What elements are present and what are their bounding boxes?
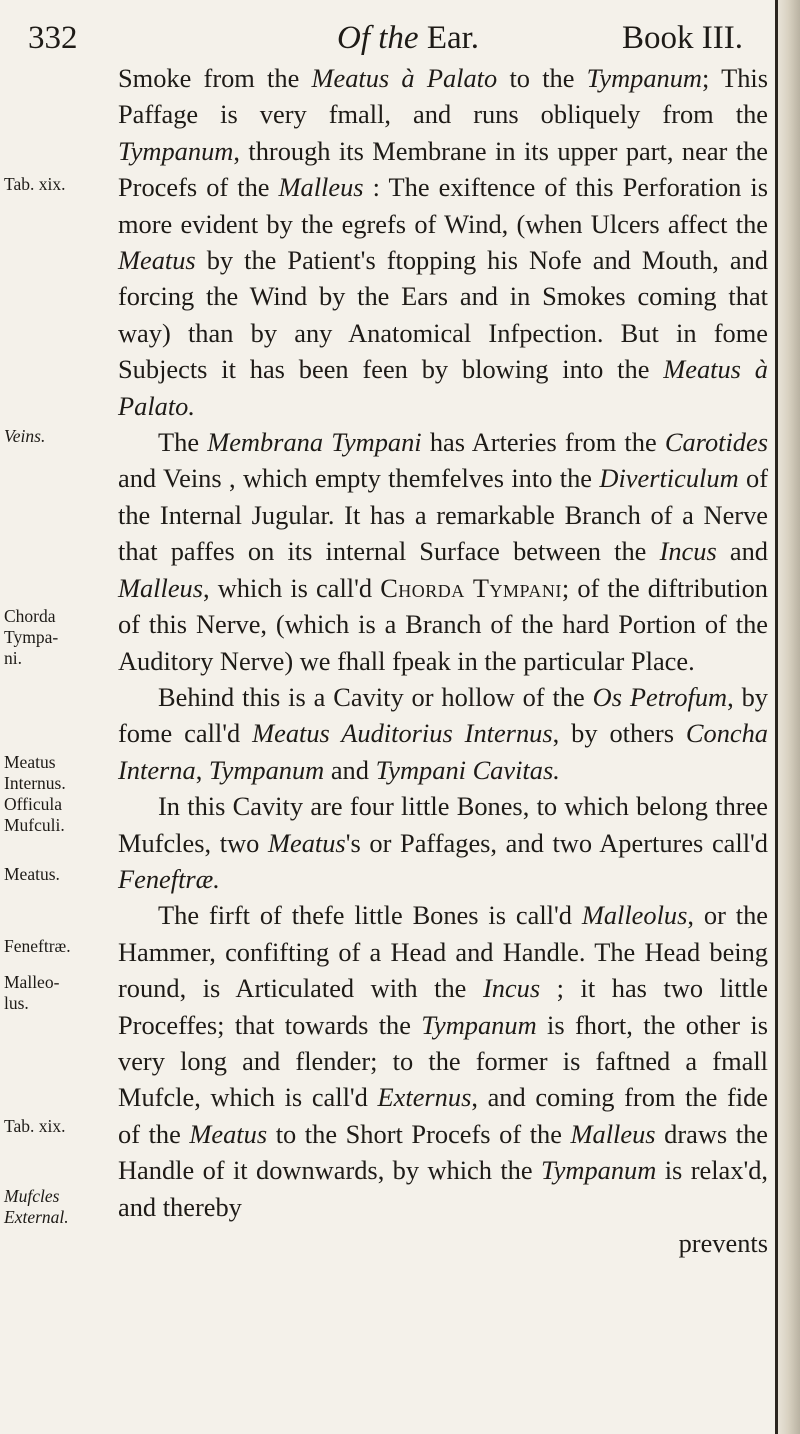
paragraph: In this Cavity are four little Bones, to which belong three Mufcles, two Meatus's or Paffages, and two Apertures call'd Feneftræ. bbox=[118, 791, 769, 894]
page-edge-line bbox=[775, 0, 778, 1434]
margin-note-line: Officula bbox=[4, 794, 62, 814]
margin-note-line: Mufcles bbox=[4, 1186, 60, 1206]
margin-note-line: Meatus bbox=[4, 752, 56, 772]
page-number: 332 bbox=[28, 20, 78, 56]
margin-note-veins: Veins. bbox=[4, 426, 46, 446]
margin-note-officula bbox=[4, 794, 109, 836]
paragraph: Smoke from the Meatus à Palato to the Tympanum; This Paffage is very fmall, and runs obliquely from the Tympanum, through its Membrane in its upper part, near the Procefs of the Malleus : The exiftence of this Perforation is more evident by the egrefs of Wind, (when Ulcers affect the Meatus by the Patient's ftopping his Nofe and Mouth, and forcing the Wind by the Ears and in Smokes coming that way) than by any Anatomical Infpection. But in fome Subjects it has been feen by blowing into the Meatus à Palato. bbox=[118, 63, 768, 421]
margin-note-tab: Tab. xix. bbox=[4, 1116, 66, 1136]
margin-note-line: Mufculi. bbox=[4, 815, 65, 835]
margin-note-tab: Tab. xix. bbox=[4, 174, 66, 194]
running-header bbox=[0, 16, 800, 62]
page-edge-shadow bbox=[776, 0, 800, 1434]
body-text bbox=[118, 60, 768, 1261]
margin-note-fenestrae: Feneftræ. bbox=[4, 936, 71, 956]
running-title bbox=[337, 20, 479, 57]
margin-note-mufcles bbox=[4, 1186, 109, 1228]
running-title-ear: Ear. bbox=[426, 20, 480, 56]
margin-note-line: Malleo- bbox=[4, 972, 60, 992]
margin-note-chorda bbox=[4, 606, 109, 669]
margin-note-malleolus bbox=[4, 972, 109, 1014]
margin-note-line: Chorda bbox=[4, 606, 56, 626]
margin-note-line: lus. bbox=[4, 993, 29, 1013]
margin-note-line: Tympa- bbox=[4, 627, 59, 647]
catchword: prevents bbox=[678, 1228, 768, 1258]
margin-note-line: Internus. bbox=[4, 773, 66, 793]
paragraph: Behind this is a Cavity or hollow of the Os Petrofum, by fome call'd Meatus Auditorius Internus, by others Concha Interna, Tympanum and Tympani Cavitas. bbox=[118, 681, 769, 785]
margin-note-meatus-internus bbox=[4, 752, 109, 794]
paragraph: The Membrana Tympani has Arteries from the Carotides and Veins , which empty themfelves into the Diverticulum of the Internal Jugular. It has a remarkable Branch of a Nerve that paffes on its internal Surface between the Incus and Malleus, which is call'd Chorda Tympani; of the diftribution of this Nerve, (which is a Branch of the hard Portion of the Auditory Nerve) we fhall fpeak in the particular Place. bbox=[118, 427, 769, 676]
margin-note-meatus: Meatus. bbox=[4, 864, 60, 884]
margin-note-line: External. bbox=[4, 1207, 69, 1227]
margin-note-line: ni. bbox=[4, 648, 22, 668]
margin-notes bbox=[0, 0, 110, 1434]
running-title-of: Of the bbox=[337, 20, 419, 56]
book-label: Book III. bbox=[622, 20, 743, 56]
paragraph: The firft of thefe little Bones is call'd Malleolus, or the Hammer, confifting of a Head and Handle. The Head being round, is Articulated with the Incus ; it has two little Proceffes; that towards the Tympanum is fhort, the other is very long and flender; to the former is faftned a fmall Mufcle, which is call'd Externus, and coming from the fide of the Meatus to the Short Procefs of the Malleus draws the Handle of it downwards, by which the Tympanum is relax'd, and thereby bbox=[118, 900, 768, 1222]
